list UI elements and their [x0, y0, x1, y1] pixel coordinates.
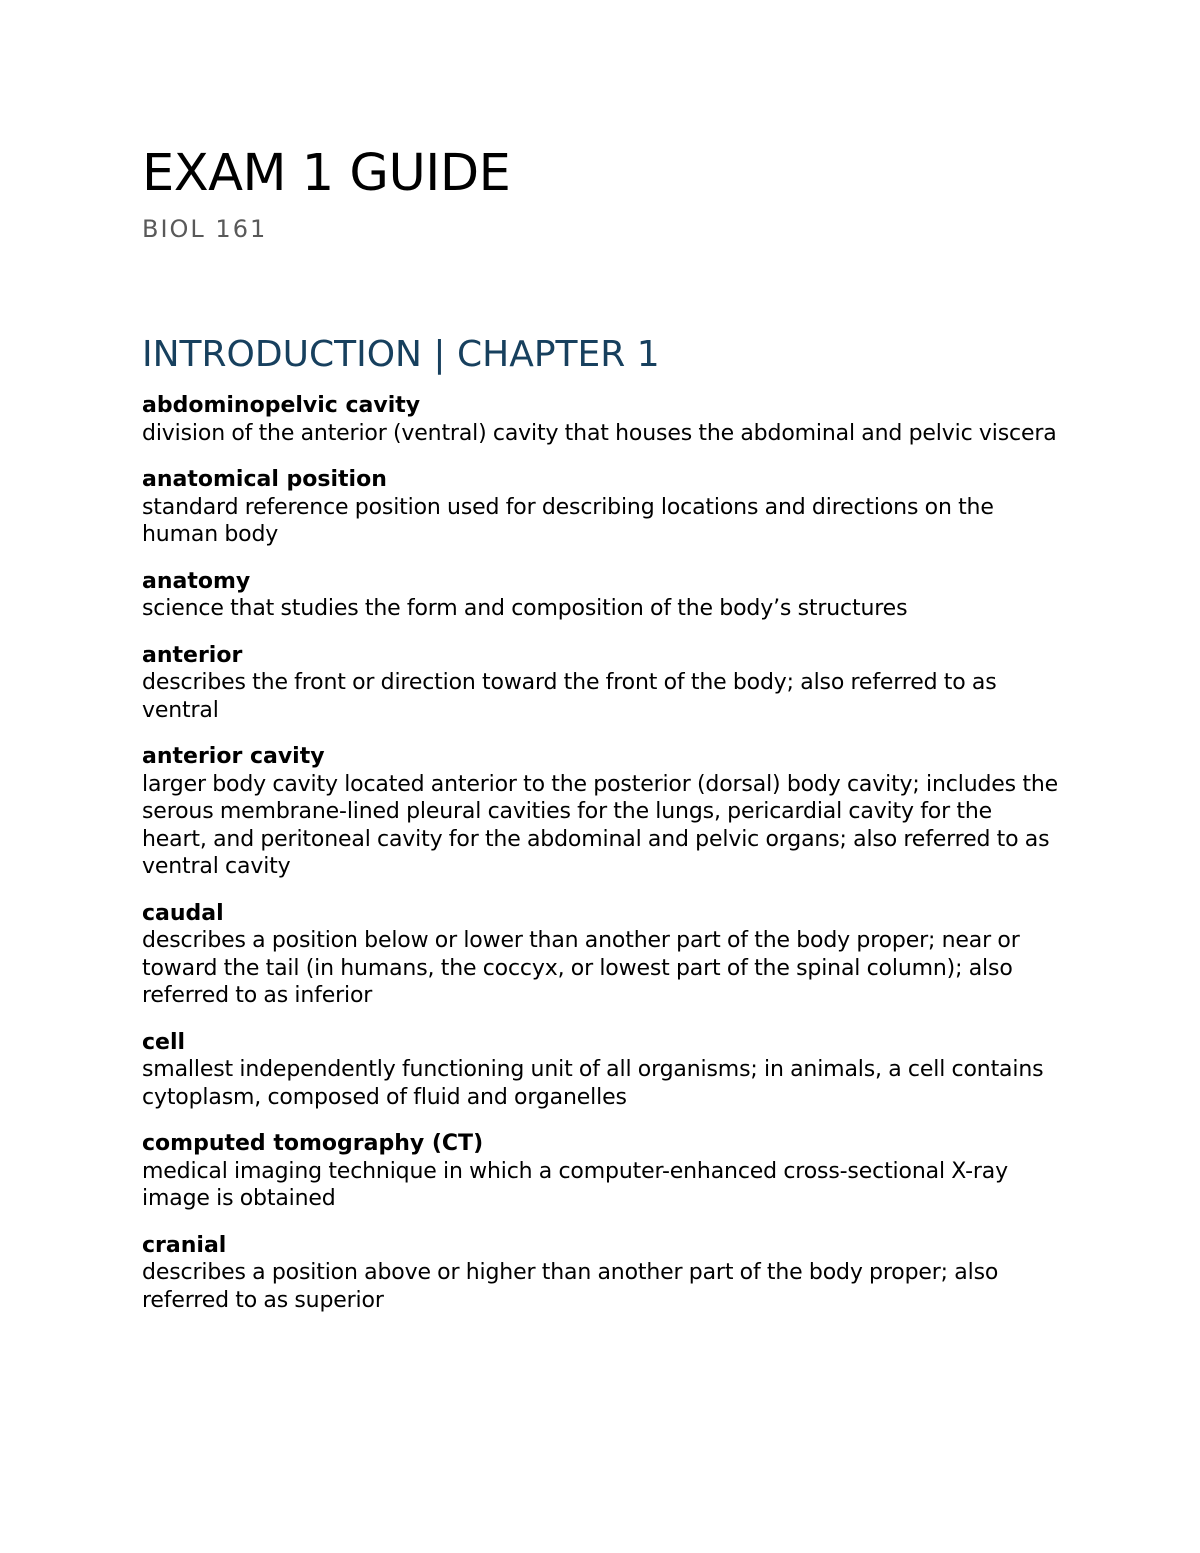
glossary-entry: [142, 900, 1062, 1010]
glossary-term: anterior: [142, 642, 243, 668]
glossary-entry: [142, 1232, 1062, 1315]
glossary-definition: standard reference position used for describing locations and directions on the human body: [142, 494, 994, 547]
glossary-definition: describes the front or direction toward the front of the body; also referred to as ventral: [142, 670, 997, 723]
glossary-definition: division of the anterior (ventral) cavity that houses the abdominal and pelvic viscera: [142, 420, 1057, 446]
glossary-entry: [142, 568, 1062, 623]
glossary-definition: smallest independently functioning unit of all organisms; in animals, a cell contains cytoplasm, composed of fluid and organelles: [142, 1057, 1044, 1110]
glossary-term: abdominopelvic cavity: [142, 393, 421, 418]
glossary-entry: [142, 466, 1062, 549]
glossary-term: caudal: [142, 900, 224, 926]
glossary-term: anterior cavity: [142, 744, 325, 769]
glossary-definition: describes a position above or higher than another part of the body proper; also referred to as superior: [142, 1260, 999, 1313]
glossary-term: computed tomography (CT): [142, 1131, 484, 1156]
document-subtitle: BIOL 161: [142, 215, 268, 243]
glossary-term: cranial: [142, 1232, 227, 1258]
section-heading: INTRODUCTION | CHAPTER 1: [142, 334, 660, 375]
glossary-entry: [142, 642, 1062, 725]
glossary-term: cell: [142, 1029, 186, 1055]
glossary-entry: [142, 1029, 1062, 1112]
document-title: EXAM 1 GUIDE: [142, 144, 511, 203]
glossary-term: anatomical position: [142, 467, 387, 492]
glossary-entry: [142, 1130, 1062, 1213]
glossary-term: anatomy: [142, 568, 251, 594]
glossary-list: [142, 392, 1062, 1333]
glossary-entry: [142, 392, 1062, 447]
glossary-definition: medical imaging technique in which a computer-enhanced cross-sectional X-ray image is obtained: [142, 1158, 1008, 1211]
glossary-definition: larger body cavity located anterior to the posterior (dorsal) body cavity; includes the serous membrane-lined pleural cavities for the lungs, pericardial cavity for the heart, and peritoneal cavity for the abdominal and pelvic organs; also referred to as ventral cavity: [142, 771, 1058, 879]
glossary-definition: describes a position below or lower than another part of the body proper; near or toward the tail (in humans, the coccyx, or lowest part of the spinal column); also referred to as inferior: [142, 928, 1020, 1008]
glossary-entry: [142, 743, 1062, 881]
glossary-definition: science that studies the form and composition of the body’s structures: [142, 596, 908, 621]
